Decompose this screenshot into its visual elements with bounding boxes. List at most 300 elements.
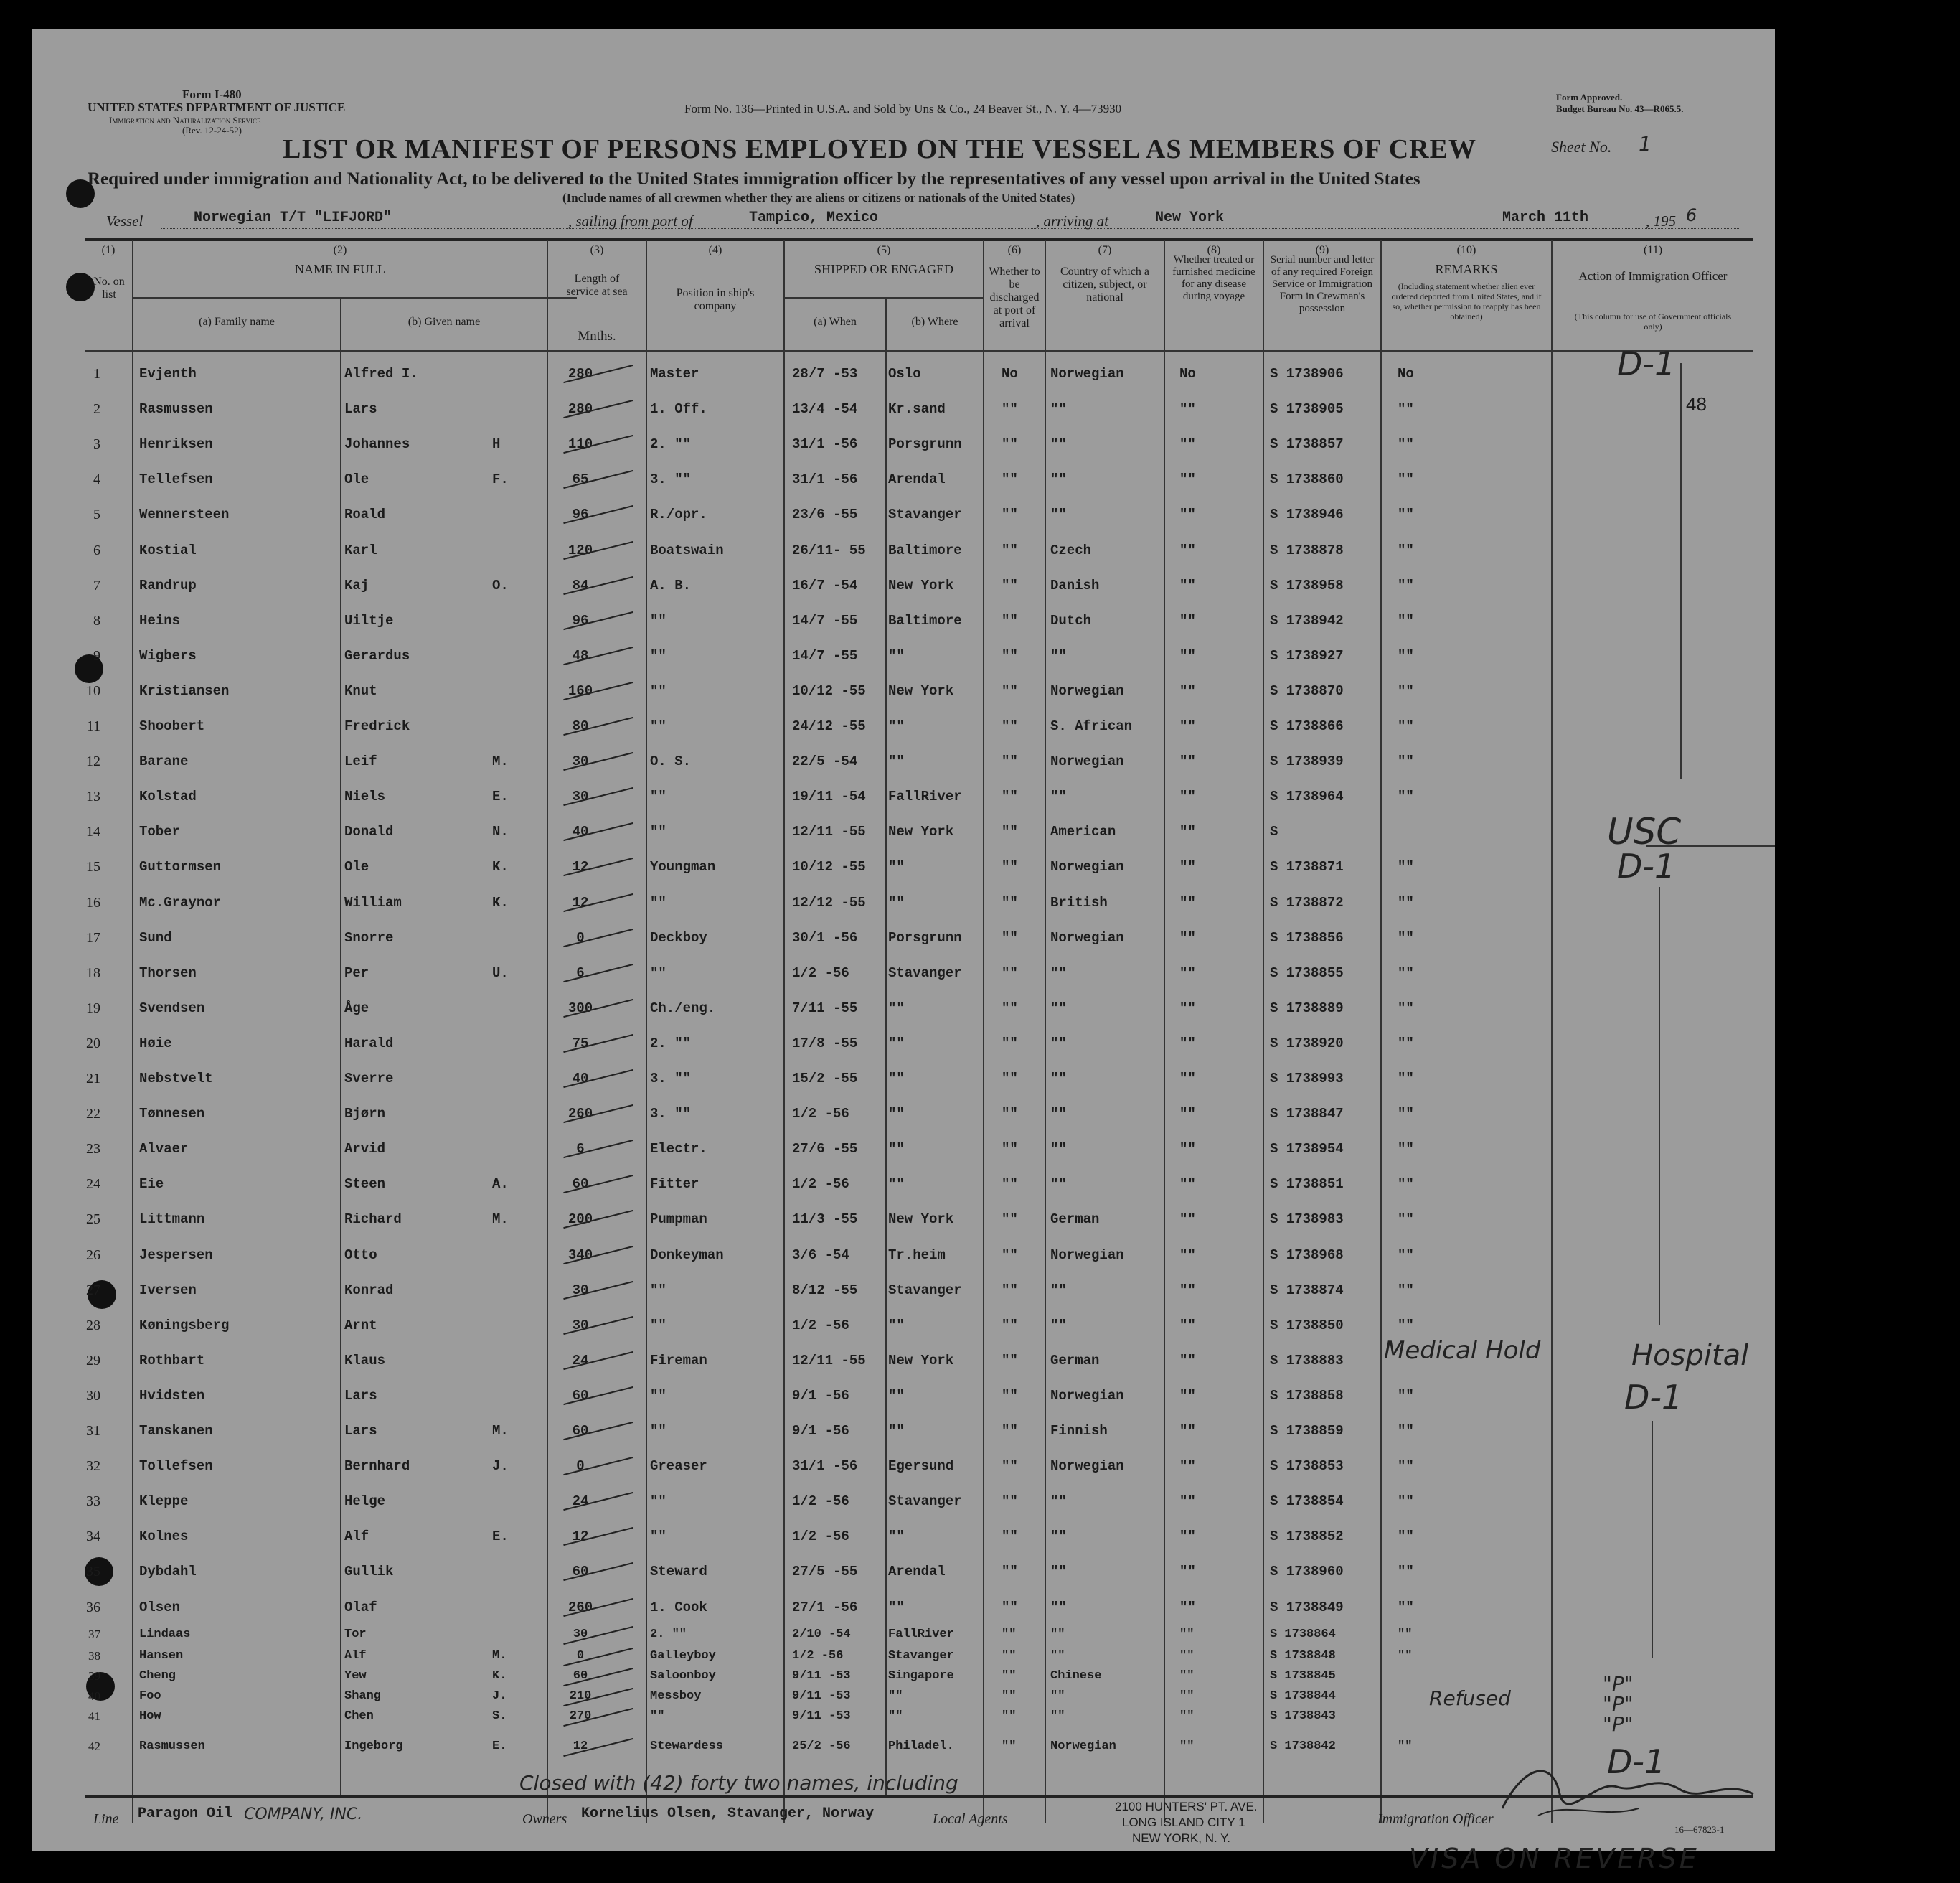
cell-serial: S 1738889 xyxy=(1270,1000,1344,1016)
cell-treated: "" xyxy=(1179,647,1196,664)
cell-remarks: "" xyxy=(1398,753,1414,770)
cell-mi: F. xyxy=(492,471,509,488)
cell-treated: "" xyxy=(1179,1529,1196,1545)
agent-address-1: 2100 HUNTERS' PT. AVE. xyxy=(1115,1800,1258,1813)
cell-treated: "" xyxy=(1179,1387,1196,1404)
col11-note: (This column for use of Government officials only) xyxy=(1574,311,1732,332)
cell-family: Iversen xyxy=(139,1282,197,1298)
cell-mi: N. xyxy=(492,824,509,840)
cell-position: "" xyxy=(650,1709,665,1723)
cell-remarks: "" xyxy=(1398,789,1414,805)
table-row xyxy=(32,892,1775,914)
col10-header: REMARKS xyxy=(1435,262,1498,276)
cell-remarks: "" xyxy=(1398,401,1414,418)
agents-label: Local Agents xyxy=(933,1811,1008,1827)
cell-position: Deckboy xyxy=(650,929,707,946)
cell-family: Kleppe xyxy=(139,1493,189,1510)
cell-no: 33 xyxy=(86,1493,100,1510)
cell-when: 9/1 -56 xyxy=(792,1387,849,1404)
cell-when: 10/12 -55 xyxy=(792,682,866,699)
cell-where: Kr.sand xyxy=(888,401,946,418)
table-row xyxy=(32,1385,1775,1407)
col10-note: (Including statement whether alien ever ordered deported from United States, and if so, whether permission to reapply has been obtained) xyxy=(1391,281,1542,321)
cell-family: Barane xyxy=(139,753,189,770)
cell-no: 21 xyxy=(86,1071,100,1086)
cell-where: "" xyxy=(888,1071,905,1086)
cell-position: "" xyxy=(650,1423,666,1439)
cell-months: 270 xyxy=(569,1709,592,1723)
cell-no: 18 xyxy=(86,964,100,981)
cell-months: 40 xyxy=(572,1071,589,1086)
cell-treated: "" xyxy=(1179,1000,1196,1016)
cell-position: 1. Cook xyxy=(650,1599,707,1615)
cell-family: Tollefsen xyxy=(139,1458,213,1475)
cell-treated: "" xyxy=(1179,1071,1196,1086)
cell-no: 10 xyxy=(86,682,100,699)
cell-given: William xyxy=(344,894,402,911)
manifest-sheet xyxy=(32,29,1775,1874)
cell-when: 2/10 -54 xyxy=(792,1628,851,1641)
owners-value: Kornelius Olsen, Stavanger, Norway xyxy=(581,1805,875,1822)
cell-given: Gullik xyxy=(344,1564,394,1580)
cell-treated: "" xyxy=(1179,1211,1196,1228)
col7-num: (7) xyxy=(1098,244,1112,256)
col1-header: No. on list xyxy=(93,276,125,301)
cell-position: Master xyxy=(650,366,699,382)
cell-treated: "" xyxy=(1179,929,1196,946)
cell-discharged: "" xyxy=(1002,1352,1018,1368)
cell-treated: "" xyxy=(1179,507,1196,523)
table-row xyxy=(32,398,1775,420)
cell-mi: M. xyxy=(492,753,509,770)
cell-serial: S 1738874 xyxy=(1270,1282,1344,1298)
cell-no: 19 xyxy=(86,1000,100,1016)
cell-family: Tønnesen xyxy=(139,1106,205,1122)
cell-country: German xyxy=(1050,1352,1100,1368)
cell-country: Norwegian xyxy=(1050,1246,1124,1263)
cell-country: "" xyxy=(1050,1709,1065,1723)
cell-no: 5 xyxy=(93,507,100,523)
cell-given: Johannes xyxy=(344,436,410,453)
table-row xyxy=(32,1686,1775,1708)
cell-position: Ch./eng. xyxy=(650,1000,716,1016)
visa-on-reverse: VISA ON REVERSE xyxy=(1409,1843,1700,1874)
cell-position: Donkeyman xyxy=(650,1246,724,1263)
cell-serial: S 1738958 xyxy=(1270,577,1344,593)
cell-remarks: "" xyxy=(1398,1211,1414,1228)
cell-given: Harald xyxy=(344,1035,394,1051)
cell-treated: "" xyxy=(1179,1689,1195,1703)
cell-given: Konrad xyxy=(344,1282,394,1298)
cell-treated: "" xyxy=(1179,1599,1196,1615)
cell-remarks: "" xyxy=(1398,682,1414,699)
cell-mi: J. xyxy=(492,1458,509,1475)
cell-position: R./opr. xyxy=(650,507,707,523)
table-row xyxy=(32,1244,1775,1266)
cell-treated: "" xyxy=(1179,718,1196,734)
vessel-label: Vessel xyxy=(106,212,143,230)
cell-given: Lars xyxy=(344,1423,377,1439)
cell-treated: "" xyxy=(1179,682,1196,699)
cell-months: 30 xyxy=(572,1317,589,1333)
cell-no: 13 xyxy=(86,789,100,805)
cell-country: "" xyxy=(1050,1649,1065,1663)
cell-given: Steen xyxy=(344,1176,386,1193)
cell-where: "" xyxy=(888,894,905,911)
table-row xyxy=(32,1103,1775,1124)
cell-family: Foo xyxy=(139,1689,161,1703)
cell-country: "" xyxy=(1050,1000,1067,1016)
cell-months: 0 xyxy=(576,1649,585,1663)
cell-given: Arvid xyxy=(344,1141,386,1157)
cell-position: Greaser xyxy=(650,1458,707,1475)
cell-where: "" xyxy=(888,1599,905,1615)
cell-remarks: "" xyxy=(1398,436,1414,453)
cell-country: "" xyxy=(1050,1176,1067,1193)
approved-line: Form Approved. xyxy=(1556,92,1623,103)
cell-where: Stavanger xyxy=(888,1493,962,1510)
department: UNITED STATES DEPARTMENT OF JUSTICE xyxy=(88,100,346,114)
cell-when: 7/11 -55 xyxy=(792,1000,858,1016)
col5-header: SHIPPED OR ENGAGED xyxy=(814,262,953,276)
cell-discharged: "" xyxy=(1002,859,1018,875)
cell-remarks: "" xyxy=(1398,1493,1414,1510)
cell-treated: "" xyxy=(1179,1035,1196,1051)
cell-serial: S 1738905 xyxy=(1270,401,1344,418)
cell-no: 25 xyxy=(86,1211,100,1228)
cell-treated: "" xyxy=(1179,1564,1196,1580)
officer-label: Immigration Officer xyxy=(1377,1811,1494,1827)
form-id: Form I-480 xyxy=(182,88,242,101)
cell-no: 7 xyxy=(93,577,100,593)
col5a-header: (a) When xyxy=(814,316,857,328)
cell-given: Klaus xyxy=(344,1352,386,1368)
cell-family: Tellefsen xyxy=(139,471,213,488)
cell-mi: K. xyxy=(492,894,509,911)
cell-months: 75 xyxy=(572,1035,589,1051)
cell-given: Chen xyxy=(344,1709,374,1723)
cell-where: New York xyxy=(888,577,954,593)
cell-remarks: "" xyxy=(1398,1458,1414,1475)
cell-position: 2. "" xyxy=(650,1628,687,1641)
cell-given: Arnt xyxy=(344,1317,377,1333)
cell-family: Henriksen xyxy=(139,436,213,453)
cell-given: Ole xyxy=(344,471,369,488)
cell-position: "" xyxy=(650,1282,666,1298)
cell-remarks: "" xyxy=(1398,1529,1414,1545)
cell-when: 9/11 -53 xyxy=(792,1689,851,1703)
col9-header: Serial number and letter of any required Foreign Service or Immigration Form in Crewman's possession xyxy=(1270,254,1375,314)
table-row xyxy=(32,610,1775,631)
cell-no: 22 xyxy=(86,1106,100,1122)
cell-treated: "" xyxy=(1179,1739,1195,1753)
cell-when: 27/5 -55 xyxy=(792,1564,858,1580)
cell-mi: K. xyxy=(492,1669,507,1683)
cell-treated: "" xyxy=(1179,1458,1196,1475)
table-row xyxy=(32,856,1775,878)
cell-country: "" xyxy=(1050,1106,1067,1122)
col2-header: NAME IN FULL xyxy=(295,262,385,276)
sailing-label: , sailing from port of xyxy=(568,212,693,230)
cell-months: 12 xyxy=(572,859,589,875)
table-row xyxy=(32,540,1775,561)
cell-months: 96 xyxy=(572,612,589,629)
cell-family: Heins xyxy=(139,612,181,629)
cell-position: Pumpman xyxy=(650,1211,707,1228)
cell-family: Randrup xyxy=(139,577,197,593)
cell-no: 14 xyxy=(86,824,100,840)
cell-remarks: "" xyxy=(1398,894,1414,911)
cell-discharged: "" xyxy=(1002,1071,1018,1086)
cell-country: "" xyxy=(1050,1599,1067,1615)
col2a-header: (a) Family name xyxy=(199,316,275,328)
cell-when: 30/1 -56 xyxy=(792,929,858,946)
cell-given: Tor xyxy=(344,1628,367,1641)
cell-months: 120 xyxy=(567,542,593,558)
cell-treated: "" xyxy=(1179,436,1196,453)
cell-family: Hvidsten xyxy=(139,1387,205,1404)
table-row xyxy=(32,1420,1775,1442)
cell-position: "" xyxy=(650,718,666,734)
cell-where: "" xyxy=(888,1387,905,1404)
cell-treated: "" xyxy=(1179,542,1196,558)
cell-months: 60 xyxy=(572,1387,589,1404)
cell-months: 30 xyxy=(572,789,589,805)
cell-treated: "" xyxy=(1179,753,1196,770)
cell-discharged: "" xyxy=(1002,471,1018,488)
annotation-count: 48 xyxy=(1686,393,1707,415)
cell-discharged: "" xyxy=(1002,682,1018,699)
cell-family: Rasmussen xyxy=(139,1739,205,1753)
cell-serial: S 1738857 xyxy=(1270,436,1344,453)
cell-position: A. B. xyxy=(650,577,692,593)
cell-where: "" xyxy=(888,1317,905,1333)
cell-discharged: "" xyxy=(1002,542,1018,558)
cell-when: 10/12 -55 xyxy=(792,859,866,875)
cell-country: "" xyxy=(1050,1035,1067,1051)
cell-when: 16/7 -54 xyxy=(792,577,858,593)
cell-remarks: "" xyxy=(1398,1423,1414,1439)
cell-discharged: "" xyxy=(1002,1628,1017,1641)
cell-given: Alfred I. xyxy=(344,366,418,382)
cell-serial: S 1738852 xyxy=(1270,1529,1344,1545)
col4-num: (4) xyxy=(708,244,722,256)
cell-discharged: "" xyxy=(1002,789,1018,805)
cell-when: 11/3 -55 xyxy=(792,1211,858,1228)
cell-no: 15 xyxy=(86,859,100,875)
cell-treated: "" xyxy=(1179,1317,1196,1333)
cell-discharged: "" xyxy=(1002,577,1018,593)
cell-country: "" xyxy=(1050,789,1067,805)
cell-discharged: "" xyxy=(1002,1689,1017,1703)
cell-family: Tanskanen xyxy=(139,1423,213,1439)
cell-no: 34 xyxy=(86,1529,100,1545)
cell-when: 3/6 -54 xyxy=(792,1246,849,1263)
cell-given: Fredrick xyxy=(344,718,410,734)
cell-given: Donald xyxy=(344,824,394,840)
cell-no: 4 xyxy=(93,471,100,488)
cell-country: Chinese xyxy=(1050,1669,1102,1683)
cell-when: 31/1 -56 xyxy=(792,436,858,453)
col8-num: (8) xyxy=(1207,244,1221,256)
cell-country: Dutch xyxy=(1050,612,1092,629)
cell-discharged: "" xyxy=(1002,824,1018,840)
cell-serial: S 1738856 xyxy=(1270,929,1344,946)
owners-label: Owners xyxy=(522,1811,567,1827)
cell-months: 260 xyxy=(567,1106,593,1122)
cell-where: "" xyxy=(888,1423,905,1439)
cell-position: 1. Off. xyxy=(650,401,707,418)
cell-position: Saloonboy xyxy=(650,1669,716,1683)
cell-discharged: "" xyxy=(1002,1387,1018,1404)
cell-no: 3 xyxy=(93,436,100,453)
cell-months: 30 xyxy=(572,753,589,770)
cell-serial: S 1738847 xyxy=(1270,1106,1344,1122)
cell-given: Bjørn xyxy=(344,1106,386,1122)
cell-months: 280 xyxy=(567,401,593,418)
cell-position: Youngman xyxy=(650,859,716,875)
cell-discharged: "" xyxy=(1002,1246,1018,1263)
cell-where: "" xyxy=(888,1141,905,1157)
col11-num: (11) xyxy=(1643,244,1663,256)
cell-serial: S xyxy=(1270,824,1278,840)
cell-no: 9 xyxy=(93,647,100,664)
table-row xyxy=(32,1279,1775,1301)
cell-when: 8/12 -55 xyxy=(792,1282,858,1298)
cell-position: 3. "" xyxy=(650,471,692,488)
cell-discharged: "" xyxy=(1002,1564,1018,1580)
annotation-d1-mid: D-1 xyxy=(1617,847,1676,886)
cell-when: 31/1 -56 xyxy=(792,471,858,488)
cell-discharged: "" xyxy=(1002,929,1018,946)
cell-remarks: "" xyxy=(1398,507,1414,523)
cell-family: Cheng xyxy=(139,1669,176,1683)
annotation-usc: USC xyxy=(1607,811,1682,853)
cell-family: Hansen xyxy=(139,1649,184,1663)
cell-no: 31 xyxy=(86,1423,100,1439)
cell-serial: S 1738993 xyxy=(1270,1071,1344,1086)
cell-treated: "" xyxy=(1179,1106,1196,1122)
cell-given: Karl xyxy=(344,542,377,558)
agent-address-3: NEW YORK, N. Y. xyxy=(1132,1831,1230,1845)
printer-line: Form No. 136—Printed in U.S.A. and Sold by Uns & Co., 24 Beaver St., N. Y. 4—73930 xyxy=(684,102,1122,116)
cell-where: "" xyxy=(888,1000,905,1016)
col9-num: (9) xyxy=(1315,244,1329,256)
cell-given: Per xyxy=(344,964,369,981)
col5-num: (5) xyxy=(877,244,891,256)
cell-serial: S 1738878 xyxy=(1270,542,1344,558)
cell-serial: S 1738858 xyxy=(1270,1387,1344,1404)
cell-position: "" xyxy=(650,1317,666,1333)
annotation-hospital: Hospital xyxy=(1631,1339,1749,1372)
cell-family: How xyxy=(139,1709,161,1723)
annotation-p3: "P" xyxy=(1603,1712,1634,1736)
cell-months: 340 xyxy=(567,1246,593,1263)
cell-serial: S 1738855 xyxy=(1270,964,1344,981)
cell-remarks: "" xyxy=(1398,1141,1414,1157)
cell-country: "" xyxy=(1050,1628,1065,1641)
col7-header: Country of which a citizen, subject, or national xyxy=(1060,266,1149,304)
cell-months: 12 xyxy=(572,894,589,911)
cell-position: 2. "" xyxy=(650,436,692,453)
table-row xyxy=(32,715,1775,737)
cell-when: 1/2 -56 xyxy=(792,1649,844,1663)
table-row xyxy=(32,1315,1775,1336)
cell-country: Norwegian xyxy=(1050,366,1124,382)
cell-mi: H xyxy=(492,436,501,453)
cell-no: 17 xyxy=(86,929,100,946)
cell-months: 200 xyxy=(567,1211,593,1228)
cell-serial: S 1738954 xyxy=(1270,1141,1344,1157)
cell-treated: No xyxy=(1179,366,1196,382)
cell-country: "" xyxy=(1050,1564,1067,1580)
col8-header: Whether treated or furnished medicine for any disease during voyage xyxy=(1172,254,1255,302)
cell-position: "" xyxy=(650,789,666,805)
cell-position: 3. "" xyxy=(650,1106,692,1122)
table-row xyxy=(32,786,1775,807)
cell-discharged: "" xyxy=(1002,647,1018,664)
cell-serial: S 1738860 xyxy=(1270,471,1344,488)
cell-no: 35 xyxy=(86,1564,100,1580)
closing-note: Closed with (42) forty two names, including xyxy=(519,1771,958,1795)
col2-num: (2) xyxy=(333,244,347,256)
cell-where: Porsgrunn xyxy=(888,436,962,453)
crew-list xyxy=(32,29,1775,1851)
cell-months: 110 xyxy=(567,436,593,453)
cell-given: Alf xyxy=(344,1649,367,1663)
cell-serial: S 1738983 xyxy=(1270,1211,1344,1228)
cell-when: 1/2 -56 xyxy=(792,1176,849,1193)
line-label: Line xyxy=(93,1811,119,1827)
cell-months: 280 xyxy=(567,366,593,382)
cell-country: Czech xyxy=(1050,542,1092,558)
cell-given: Ole xyxy=(344,859,369,875)
cell-when: 24/12 -55 xyxy=(792,718,866,734)
cell-treated: "" xyxy=(1179,1176,1196,1193)
cell-discharged: "" xyxy=(1002,1669,1017,1683)
cell-no: 38 xyxy=(88,1649,100,1663)
cell-serial: S 1738906 xyxy=(1270,366,1344,382)
cell-months: 60 xyxy=(572,1423,589,1439)
cell-when: 12/11 -55 xyxy=(792,824,866,840)
cell-no: 30 xyxy=(86,1387,100,1404)
cell-mi: O. xyxy=(492,577,509,593)
cell-given: Olaf xyxy=(344,1599,377,1615)
cell-months: 48 xyxy=(572,647,589,664)
cell-serial: S 1738920 xyxy=(1270,1035,1344,1051)
cell-given: Roald xyxy=(344,507,386,523)
cell-position: "" xyxy=(650,1387,666,1404)
cell-country: Norwegian xyxy=(1050,1458,1124,1475)
cell-position: Fitter xyxy=(650,1176,699,1193)
cell-no: 26 xyxy=(86,1246,100,1263)
cell-discharged: "" xyxy=(1002,753,1018,770)
table-row xyxy=(32,645,1775,667)
cell-where: Egersund xyxy=(888,1458,954,1475)
cell-serial: S 1738844 xyxy=(1270,1689,1336,1703)
cell-no: 32 xyxy=(86,1458,100,1475)
cell-when: 1/2 -56 xyxy=(792,1493,849,1510)
cell-discharged: "" xyxy=(1002,1282,1018,1298)
cell-discharged: No xyxy=(1002,366,1018,382)
subtitle-note: (Include names of all crewmen whether they are aliens or citizens or nationals of the United States) xyxy=(562,191,1075,205)
col3-header: Length of service at sea xyxy=(566,273,628,298)
cell-discharged: "" xyxy=(1002,436,1018,453)
cell-discharged: "" xyxy=(1002,1458,1018,1475)
cell-where: "" xyxy=(888,1689,903,1703)
cell-position: "" xyxy=(650,1493,666,1510)
cell-months: 40 xyxy=(572,824,589,840)
